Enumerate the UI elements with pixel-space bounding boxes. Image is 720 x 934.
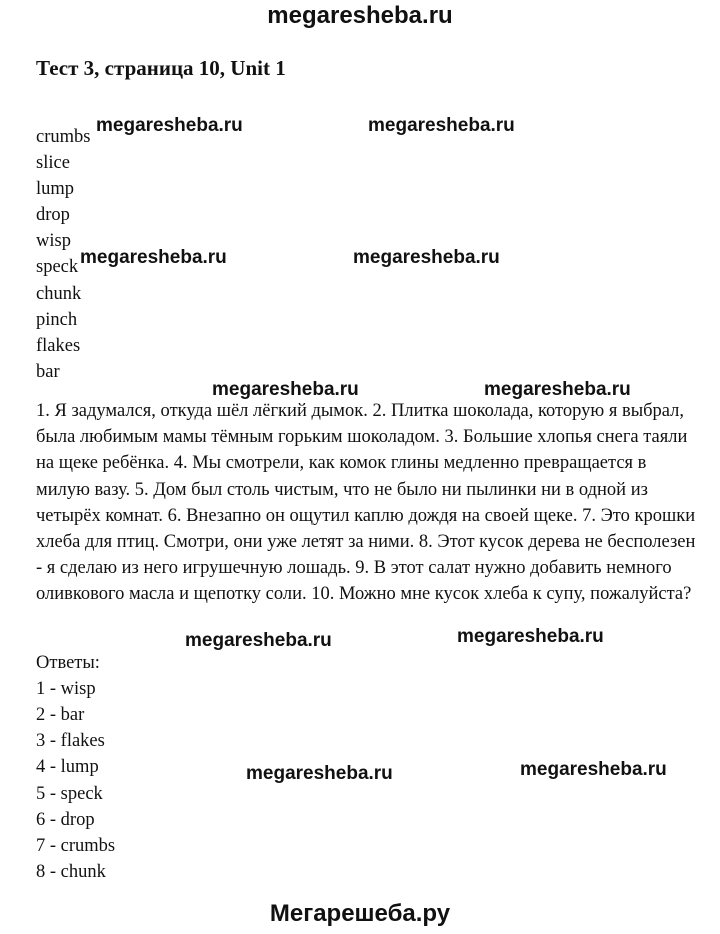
answer-item: 2 - bar	[36, 705, 85, 725]
word-item: chunk	[36, 284, 82, 304]
watermark: megaresheba.ru	[457, 626, 604, 647]
word-item: wisp	[36, 231, 71, 251]
word-item: crumbs	[36, 127, 91, 147]
site-footer[interactable]: Мегарешеба.ру	[269, 900, 451, 927]
watermark: megaresheba.ru	[368, 115, 515, 136]
answer-item: 8 - chunk	[36, 862, 106, 882]
answer-item: 3 - flakes	[36, 731, 105, 751]
answer-item: 4 - lump	[36, 757, 99, 777]
watermark: megaresheba.ru	[212, 379, 359, 400]
answer-item: 1 - wisp	[36, 679, 96, 699]
word-item: speck	[36, 257, 79, 277]
answer-item: 7 - crumbs	[36, 836, 116, 856]
watermark: megaresheba.ru	[353, 247, 500, 268]
translation-paragraph: 1. Я задумался, откуда шёл лёгкий дымок. 2. Плитка шоколада, которую я выбрал, была любимым мамы тёмным горьким шоколадом. 3. Большие хлопья снега таяли на щеке ребёнка. 4. Мы смотрели, как комок глины медленно превращается в милую вазу. 5. Дом был столь чистым, что не было ни пылинки ни в одной из четырёх комнат. 6. Внезапно он ощутил каплю дождя на своей щеке. 7. Это крошки хлеба для птиц. Смотри, они уже летят за ними. 8. Этот кусок дерева не бесполезен - я сделаю из него игрушечную лошадь. 9. В этот салат нужно добавить немного оливкового масла и щепотку соли. 10. Можно мне кусок хлеба к супу, пожалуйста?	[36, 401, 696, 605]
watermark: megaresheba.ru	[484, 379, 631, 400]
site-header[interactable]: megaresheba.ru	[267, 2, 453, 29]
word-item: lump	[36, 179, 75, 199]
word-item: bar	[36, 362, 60, 382]
page-title: Тест 3, страница 10, Unit 1	[36, 56, 286, 80]
answers-label: Ответы:	[36, 653, 100, 673]
watermark: megaresheba.ru	[185, 630, 332, 651]
word-item: slice	[36, 153, 70, 173]
answer-item: 6 - drop	[36, 810, 95, 830]
watermark: megaresheba.ru	[246, 763, 393, 784]
watermark: megaresheba.ru	[96, 115, 243, 136]
answer-item: 5 - speck	[36, 784, 103, 804]
word-item: flakes	[36, 336, 81, 356]
word-item: pinch	[36, 310, 78, 330]
watermark: megaresheba.ru	[80, 247, 227, 268]
word-item: drop	[36, 205, 70, 225]
watermark: megaresheba.ru	[520, 759, 667, 780]
